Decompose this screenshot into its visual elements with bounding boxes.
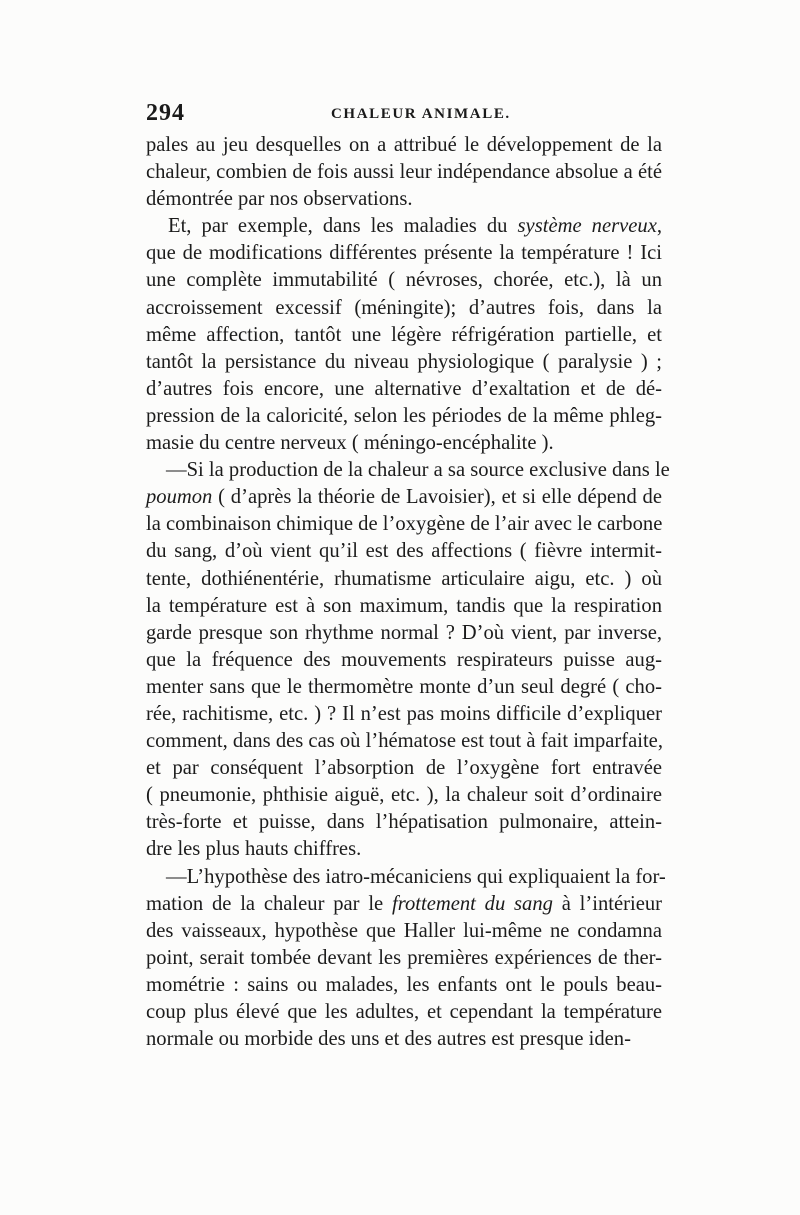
text-line (146, 511, 662, 538)
text-run: du sang, d’où vient qu’il est des affections ( fièvre intermit- (146, 540, 662, 563)
text-line (146, 159, 662, 186)
text-line (146, 620, 662, 647)
text-line (146, 1026, 662, 1053)
text-run: point, serait tombée devant les premières expériences de ther- (146, 946, 662, 969)
text-line (146, 972, 662, 999)
text-line (146, 186, 662, 213)
italic-text: système nerveux (517, 215, 657, 238)
text-line (146, 484, 662, 511)
text-run: coup plus élevé que les adultes, et cependant la température (146, 1001, 662, 1023)
text-line (146, 538, 662, 565)
text-run: Et, par exemple, dans les maladies du (168, 215, 518, 238)
text-run: et par conséquent l’absorption de l’oxygène fort entravée (146, 757, 662, 780)
text-run: —L’hypothèse des iatro-mécaniciens qui expliquaient la for- (166, 865, 666, 888)
text-line (146, 674, 662, 701)
text-run: garde presque son rhythme normal ? D’où vient, par inverse, (146, 621, 662, 644)
text-run: masie du centre nerveux ( méningo-encéphalite ). (146, 432, 554, 455)
text-line (146, 457, 670, 484)
body-text (146, 132, 670, 1053)
text-line (146, 728, 662, 755)
text-line (146, 755, 662, 782)
page-number: 294 (146, 100, 185, 126)
text-line (146, 132, 662, 159)
text-line (146, 945, 662, 972)
paragraph (146, 213, 662, 457)
text-run: une complète immutabilité ( névroses, chorée, etc.), là un (146, 269, 662, 292)
running-title: CHALEUR ANIMALE. (331, 106, 511, 122)
text-run: la température est à son maximum, tandis que la respiration (146, 594, 662, 617)
text-run: normale ou morbide des uns et des autres est presque iden- (146, 1028, 631, 1051)
paragraph (146, 864, 666, 1054)
text-run: ( d’après la théorie de Lavoisier), et si elle dépend de (212, 486, 662, 509)
text-run: même affection, tantôt une légère réfrigération partielle, et (146, 323, 662, 346)
paragraph (146, 132, 662, 213)
text-line (146, 647, 662, 674)
text-run: à l’intérieur (552, 892, 663, 915)
text-run: pression de la caloricité, selon les périodes de la même phleg- (146, 404, 662, 427)
text-run: tantôt la persistance du niveau physiologique ( paralysie ) ; (146, 350, 662, 373)
text-line (146, 403, 662, 430)
text-run: que la fréquence des mouvements respirateurs puisse aug- (146, 648, 662, 671)
text-run: que de modifications différentes présente la température ! Ici (146, 242, 662, 265)
text-line (146, 240, 662, 267)
text-line (146, 295, 662, 322)
text-line (146, 322, 662, 349)
text-line (146, 864, 666, 891)
text-line (146, 782, 662, 809)
text-run: chaleur, combien de fois aussi leur indépendance absolue a été (146, 161, 662, 184)
text-run: , (656, 215, 662, 238)
text-run: tente, dothiénentérie, rhumatisme articulaire aigu, etc. ) où (146, 567, 662, 590)
text-run: la combinaison chimique de l’oxygène de l’air avec le carbone (146, 513, 663, 536)
text-run: ( pneumonie, phthisie aiguë, etc. ), la chaleur soit d’ordinaire (146, 784, 662, 807)
text-line (146, 701, 662, 728)
text-run: d’autres fois encore, une alternative d’exaltation et de dé- (146, 377, 662, 400)
text-line (146, 593, 662, 620)
text-line (146, 267, 662, 294)
text-run: comment, dans des cas où l’hématose est tout à fait imparfaite, (146, 730, 663, 753)
text-run: mation de la chaleur par le (146, 892, 392, 915)
text-run: dre les plus hauts chiffres. (146, 838, 362, 861)
text-run: mométrie : sains ou malades, les enfants ont le pouls beau- (146, 973, 662, 996)
text-line (146, 349, 662, 376)
text-run: accroissement excessif (méningite); d’autres fois, dans la (146, 296, 662, 319)
text-line (146, 566, 662, 593)
text-run: rée, rachitisme, etc. ) ? Il n’est pas moins difficile d’expliquer (146, 702, 662, 725)
text-run: menter sans que le thermomètre monte d’un seul degré ( cho- (146, 675, 662, 698)
text-run: démontrée par nos observations. (146, 188, 413, 211)
page-header (146, 100, 662, 126)
paragraph (146, 457, 670, 863)
italic-text: frottement du sang (391, 892, 553, 915)
text-line (146, 376, 662, 403)
text-run: —Si la production de la chaleur a sa source exclusive dans le (166, 459, 670, 482)
text-line (146, 809, 662, 836)
text-run: pales au jeu desquelles on a attribué le développement de la (146, 134, 662, 156)
text-line (146, 999, 662, 1026)
text-run: très-forte et puisse, dans l’hépatisation pulmonaire, attein- (146, 811, 662, 834)
text-line (146, 918, 662, 945)
text-line (146, 891, 662, 918)
text-line (146, 213, 662, 240)
text-run: des vaisseaux, hypothèse que Haller lui-même ne condamna (146, 919, 662, 942)
text-line (146, 430, 662, 457)
italic-text: poumon (146, 486, 213, 509)
text-line (146, 836, 662, 863)
